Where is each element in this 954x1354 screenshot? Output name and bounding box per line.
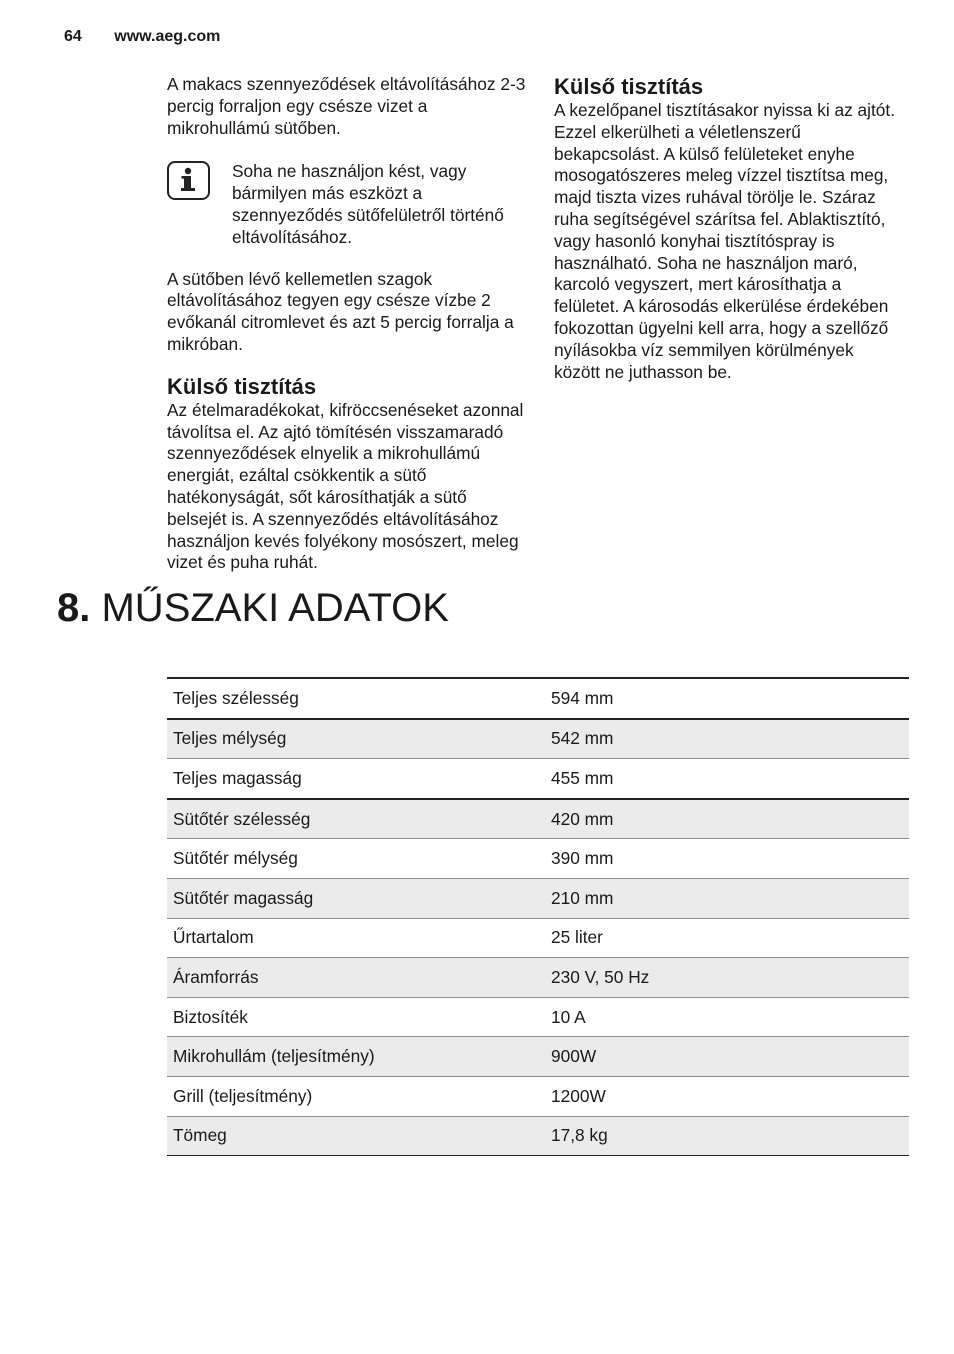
external-cleaning-heading-2: Külső tisztítás	[554, 74, 704, 99]
page-header	[64, 28, 220, 46]
external-cleaning-body-2: A kezelőpanel tisztításakor nyissa ki az ajtót. Ezzel elkerülheti a véletlenszerű bekapcsolást. A külső felületeket enyhe mosogatószeres meleg vízzel tisztítsa meg, majd tiszta vizes ruhával törölje le. Száraz ruha segítségével szárítsa fel. Ablaktisztító, vagy hasonló konyhai tisztítóspray is használható. Soha ne használjon maró, karcoló vegyszert, mert károsíthatja a felületet. A károsodás elkerülése érdekében fokozottan ügyelni kell arra, hogy a szellőző nyílásokba víz semmilyen körülmények között ne juthasson be.	[554, 100, 895, 382]
table-row	[167, 918, 909, 958]
section-number: 8.	[57, 586, 91, 630]
left-column	[167, 74, 527, 574]
spec-value: 230 V, 50 Hz	[543, 958, 909, 998]
table-row	[167, 1076, 909, 1116]
table-row	[167, 799, 909, 839]
table-row	[167, 759, 909, 799]
spec-label: Áramforrás	[167, 958, 543, 998]
info-note	[167, 161, 527, 248]
spec-value: 455 mm	[543, 759, 909, 799]
spec-value: 17,8 kg	[543, 1116, 909, 1156]
table-row	[167, 997, 909, 1037]
info-note-text: Soha ne használjon kést, vagy bármilyen más eszközt a szennyeződés sütőfelületről történő eltávolításához.	[232, 161, 504, 247]
spec-label: Tömeg	[167, 1116, 543, 1156]
spec-label: Teljes mélység	[167, 719, 543, 759]
external-cleaning-heading: Külső tisztítás	[167, 373, 317, 399]
spec-value: 420 mm	[543, 799, 909, 839]
spec-label: Teljes magasság	[167, 759, 543, 799]
spec-label: Sütőtér szélesség	[167, 799, 543, 839]
odor-paragraph: A sütőben lévő kellemetlen szagok eltávolításához tegyen egy csésze vízbe 2 evőkanál citromlevet és azt 5 percig forralja a mikróban.	[167, 268, 514, 354]
spec-label: Sütőtér mélység	[167, 839, 543, 879]
spec-value: 594 mm	[543, 678, 909, 719]
spec-value: 10 A	[543, 997, 909, 1037]
spec-label: Teljes szélesség	[167, 678, 543, 719]
intro-paragraph: A makacs szennyeződések eltávolításához 2-3 percig forraljon egy csésze vizet a mikrohullámú sütőben.	[167, 74, 526, 138]
table-row	[167, 678, 909, 719]
table-row	[167, 1037, 909, 1077]
section-title	[57, 584, 449, 632]
external-cleaning-body: Az ételmaradékokat, kifröccsenéseket azonnal távolítsa el. Az ajtó tömítésén visszamaradó szennyeződések elnyelik a mikrohullámú energiát, ezáltal csökkentik a sütő hatékonyságát, sőt károsíthatják a sütő belsejét is. A szennyeződés eltávolításához használjon kevés folyékony mosószert, meleg vizet és puha ruhát.	[167, 399, 524, 573]
right-column	[554, 74, 899, 383]
spec-value: 210 mm	[543, 878, 909, 918]
table-row	[167, 839, 909, 879]
spec-value: 900W	[543, 1037, 909, 1077]
spec-label: Grill (teljesítmény)	[167, 1076, 543, 1116]
section-title-text: MŰSZAKI ADATOK	[101, 586, 449, 630]
spec-value: 390 mm	[543, 839, 909, 879]
table-row	[167, 719, 909, 759]
info-icon	[167, 161, 210, 200]
spec-value: 25 liter	[543, 918, 909, 958]
table-row	[167, 958, 909, 998]
table-row	[167, 878, 909, 918]
spec-label: Űrtartalom	[167, 918, 543, 958]
spec-label: Biztosíték	[167, 997, 543, 1037]
page-number: 64	[64, 28, 82, 45]
spec-label: Mikrohullám (teljesítmény)	[167, 1037, 543, 1077]
table-row	[167, 1116, 909, 1156]
spec-value: 1200W	[543, 1076, 909, 1116]
spec-value: 542 mm	[543, 719, 909, 759]
spec-label: Sütőtér magasság	[167, 878, 543, 918]
specs-table	[167, 677, 909, 1156]
site-url[interactable]: www.aeg.com	[114, 28, 221, 45]
